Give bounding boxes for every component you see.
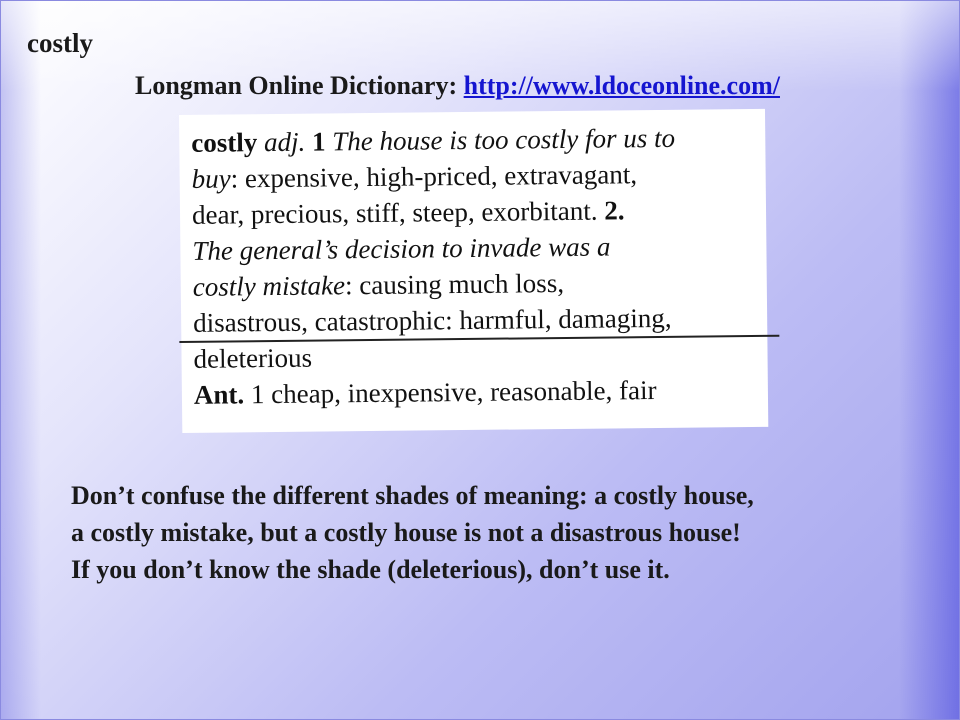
- entry-sense2-synonyms-c: deleterious: [193, 342, 313, 374]
- usage-note-line: a costly mistake, but a costly house is not a disastrous house!: [71, 518, 741, 547]
- usage-note-line: Don’t confuse the different shades of meaning: a costly house,: [71, 481, 754, 510]
- entry-line-5: [193, 263, 757, 305]
- entry-sense1-example-a: The house is too costly for us to: [332, 122, 676, 157]
- entry-sense2-example-b: costly mistake: [192, 270, 346, 302]
- entry-sense2-number: 2.: [604, 195, 625, 226]
- entry-line-1: [191, 119, 755, 161]
- entry-sense1-synonyms-a: : expensive, high-priced, extravagant,: [230, 159, 638, 194]
- usage-notes: [71, 477, 754, 588]
- entry-sense1-example-b: buy: [191, 163, 231, 194]
- entry-headword: costly: [191, 127, 258, 158]
- entry-sense2-synonyms-b: disastrous, catastrophic: harmful, damaging,: [193, 302, 672, 338]
- entry-line-3: [192, 191, 756, 233]
- source-label: Longman Online Dictionary:: [135, 71, 464, 100]
- entry-sense1-synonyms-b: dear, precious, stiff, steep, exorbitant.: [191, 195, 598, 230]
- source-link[interactable]: http://www.ldoceonline.com/: [463, 71, 780, 100]
- source-line: [135, 71, 780, 101]
- slide-title: costly: [27, 28, 93, 58]
- entry-line-6: [193, 299, 757, 341]
- entry-line-8: [194, 371, 758, 413]
- entry-antonym-label: Ant.: [193, 379, 245, 410]
- entry-sense2-synonyms-a: : causing much loss,: [344, 267, 565, 301]
- entry-line-2: [191, 155, 755, 197]
- entry-pos: adj.: [263, 126, 306, 158]
- entry-sense2-example-a: The general’s decision to invade was a: [192, 231, 611, 266]
- entry-line-4: [192, 227, 756, 269]
- usage-note-line: If you don’t know the shade (deleterious), don’t use it.: [71, 555, 670, 584]
- entry-antonym-text: 1 cheap, inexpensive, reasonable, fair: [250, 375, 657, 410]
- dictionary-entry-scan: [179, 109, 768, 433]
- entry-sense1-number: 1: [311, 126, 326, 157]
